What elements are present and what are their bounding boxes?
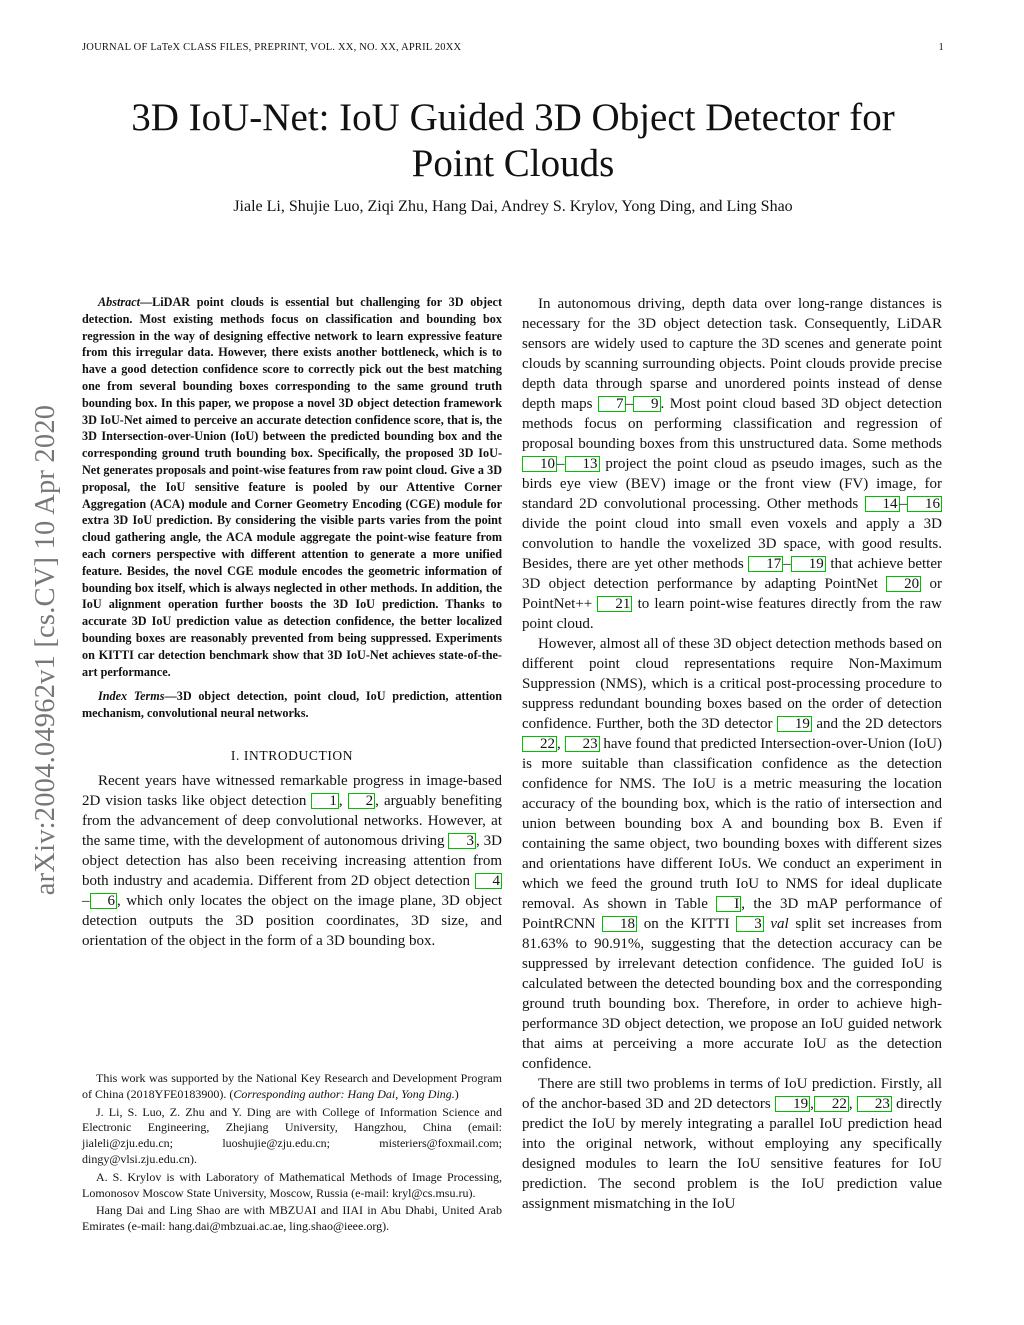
table-link[interactable]: I — [716, 896, 741, 912]
section-title-first: I — [243, 747, 250, 763]
index-terms-text: —3D object detection, point cloud, IoU prediction, attention mechanism, convolutional neural networks. — [82, 689, 502, 721]
section-number: I. — [230, 747, 240, 763]
footnote-affiliation-mbzuai: Hang Dai and Ling Shao are with MBZUAI and IIAI in Abu Dhabi, United Arab Emirates (e-mail: hang.dai@mbzuai.ac.ae, ling.shao@ieee.org). — [82, 1203, 502, 1234]
journal-header: JOURNAL OF LaTeX CLASS FILES, PREPRINT, VOL. XX, NO. XX, APRIL 20XX — [82, 42, 462, 53]
title-line-2: Point Clouds — [411, 142, 615, 185]
index-terms-label: Index Terms — [98, 689, 165, 704]
footnotes — [82, 1071, 502, 1237]
citation-link[interactable]: 21 — [597, 596, 632, 612]
running-header — [82, 42, 944, 53]
citation-link[interactable]: 23 — [565, 736, 600, 752]
section-title-rest: NTRODUCTION — [249, 747, 354, 763]
citation-link[interactable]: 19 — [777, 716, 812, 732]
page-number: 1 — [938, 42, 944, 53]
citation-link[interactable]: 17 — [748, 556, 783, 572]
paper-title — [82, 95, 944, 187]
citation-link[interactable]: 13 — [565, 456, 600, 472]
citation-link[interactable]: 18 — [602, 916, 637, 932]
title-line-1: 3D IoU-Net: IoU Guided 3D Object Detector for — [131, 96, 895, 139]
citation-link[interactable]: 23 — [857, 1096, 892, 1112]
citation-link[interactable]: 6 — [90, 893, 118, 909]
intro-paragraph-1: Recent years have witnessed remarkable progress in image-based 2D vision tasks like object detection 1 , 2 , arguably benefiting from the advancement of deep convolutional networks. However, at the same time, with the development of autonomous driving 3 , 3D object detection has also been receiving increasing attention from both industry and academia. Different from 2D object detection 4– 6 , which only locates the object on the image plane, 3D object detection outputs the 3D position coordinates, 3D size, and orientation of the object in the form of a 3D bounding box. — [82, 772, 503, 949]
citation-link[interactable]: 14 — [865, 496, 900, 512]
footnote-affiliation-msu: A. S. Krylov is with Laboratory of Mathematical Methods of Image Processing, Lomonosov Moscow State University, Moscow, Russia (e-mail: kryl@cs.msu.ru). — [82, 1169, 502, 1200]
arxiv-watermark — [14, 350, 78, 950]
citation-link[interactable]: 19 — [791, 556, 826, 572]
right-paragraph-2: However, almost all of these 3D object detection methods based on different point cloud representations require Non-Maximum Suppression (NMS), which is a critical post-processing procedure to suppress redundant bounding boxes based on the order of detection confidence. Further, both the 3D detector 19 and the 2D detectors 22 , 23 have found that predicted Intersection-over-Union (IoU) is more suitable than classification confidence as the detection confidence for NMS. The IoU is a metric measuring the location accuracy of the bounding box, which is the ratio of intersection and union between bounding box A and bounding box B. Even if containing the same object, two bounding boxes with different sizes and orientations have different IoUs. We conduct an experiment in which we feed the ground truth IoU to NMS for ideal duplicate removal. As shown in Table I , the 3D mAP performance of PointRCNN 18 on the KITTI 3 val split set increases from 81.63% to 90.91%, suggesting that the detection accuracy can be suppressed by irrelevant detection confidence. The guided IoU is calculated between the detected bounding box and the corresponding ground truth bounding box. Therefore, in order to achieve high-performance 3D object detection, we propose an IoU guided network that aims at perceiving a more accurate IoU as the detection confidence. — [522, 636, 942, 1072]
right-paragraph-3: There are still two problems in terms of IoU prediction. Firstly, all of the anchor-based 3D and 2D detectors 19 , 22 , 23 directly predict the IoU by merely integrating a parallel IoU prediction head into the original network, without employing any specifically designed modules to learn the IoU sensitive features for IoU prediction. The second problem is the IoU prediction value assignment mismatching in the IoU — [522, 1076, 942, 1212]
citation-link[interactable]: 22 — [814, 1096, 849, 1112]
footnote-affiliation-zju: J. Li, S. Luo, Z. Zhu and Y. Ding are with College of Information Science and Electronic Engineering, Zhejiang University, Hangzhou, China (email: jialeli@zju.edu.cn; luoshujie@zju.edu.cn; misteriers@foxmail.com; dingy@vlsi.zju.edu.cn). — [82, 1104, 502, 1166]
citation-link[interactable]: 10 — [522, 456, 557, 472]
citation-link[interactable]: 2 — [348, 793, 376, 809]
right-paragraph-1: In autonomous driving, depth data over long-range distances is necessary for the 3D object detection task. Consequently, LiDAR sensors are widely used to capture the 3D scenes and generate point clouds by scanning surrounding objects. Point clouds provide precise depth data through sparse and unordered points instead of dense depth maps 7 – 9 . Most point cloud based 3D object detection methods focus on performing classification and regression of proposal bounding boxes from this unstructured data. Some methods 10 – 13 project the point cloud as pseudo images, such as the birds eye view (BEV) image or the front view (FV) image, for standard 2D convolutional processing. Other methods 14 – 16 divide the point cloud into small even voxels and apply a 3D convolution to handle the voxelized 3D space, with good results. Besides, there are yet other methods 17 – 19 that achieve better 3D object detection performance by adapting PointNet 20 or PointNet++ 21 to learn point-wise features directly from the raw point cloud. — [522, 296, 942, 632]
arxiv-id: arXiv:2004.04962v1 [cs.CV] 10 Apr 2020 — [30, 404, 61, 896]
citation-link[interactable]: 4 — [475, 873, 503, 889]
index-terms — [82, 688, 502, 722]
citation-link[interactable]: 9 — [633, 396, 661, 412]
citation-link[interactable]: 1 — [311, 793, 339, 809]
abstract-label: Abstract — [98, 295, 140, 309]
left-column — [82, 294, 502, 951]
citation-link[interactable]: 19 — [775, 1096, 810, 1112]
right-column — [522, 294, 942, 1214]
citation-link[interactable]: 20 — [886, 576, 921, 592]
citation-link[interactable]: 3 — [736, 916, 764, 932]
citation-link[interactable]: 3 — [448, 833, 476, 849]
citation-link[interactable]: 22 — [522, 736, 557, 752]
footnote-funding: This work was supported by the National Key Research and Development Program of China (2018YFE0183900). (Corresponding author: Hang Dai, Yong Ding.) — [82, 1071, 502, 1101]
section-heading-introduction — [82, 748, 502, 764]
author-list: Jiale Li, Shujie Luo, Ziqi Zhu, Hang Dai, Andrey S. Krylov, Yong Ding, and Ling Shao — [233, 198, 793, 215]
citation-link[interactable]: 7 — [598, 396, 626, 412]
abstract — [82, 294, 502, 680]
abstract-text: —LiDAR point clouds is essential but challenging for 3D object detection. Most existing methods focus on classification and bounding box regression in the way of designing effective network to learn expressive feature from this irregular data. However, there exists another bottleneck, which is to have a good detection confidence score to correctly pick out the best matching one from several bounding boxes corresponding to the same ground truth bounding box. In this paper, we propose a novel 3D object detection framework 3D IoU-Net aimed to perceive an accurate detection confidence score, that is, the 3D Intersection-over-Union (IoU) between the predicted bounding box and the corresponding ground truth bounding box. Specifically, the proposed 3D IoU-Net generates proposals and point-wise features from raw point cloud. Give a 3D proposal, the IoU sensitive feature is pooled by our Attentive Corner Aggregation (ACA) module and Corner Geometry Encoding (CGE) module for extra 3D IoU prediction. By considering the visible parts varies from the point cloud gathering angle, the ACA module aggregate the point-wise feature from each corners perspective with different attention to generate a more unified feature. Besides, the novel CGE module encodes the geometric information of bounding box itself, which is always neglected in other methods. In addition, the IoU alignment operation further boosts the 3D IoU prediction. Thanks to accurate 3D IoU prediction value as detection confidence, the better localized bounding boxes are reasonably prevented from being suppressed. Experiments on KITTI car detection benchmark show that 3D IoU-Net achieves state-of-the-art performance. — [82, 295, 502, 679]
citation-link[interactable]: 16 — [907, 496, 942, 512]
